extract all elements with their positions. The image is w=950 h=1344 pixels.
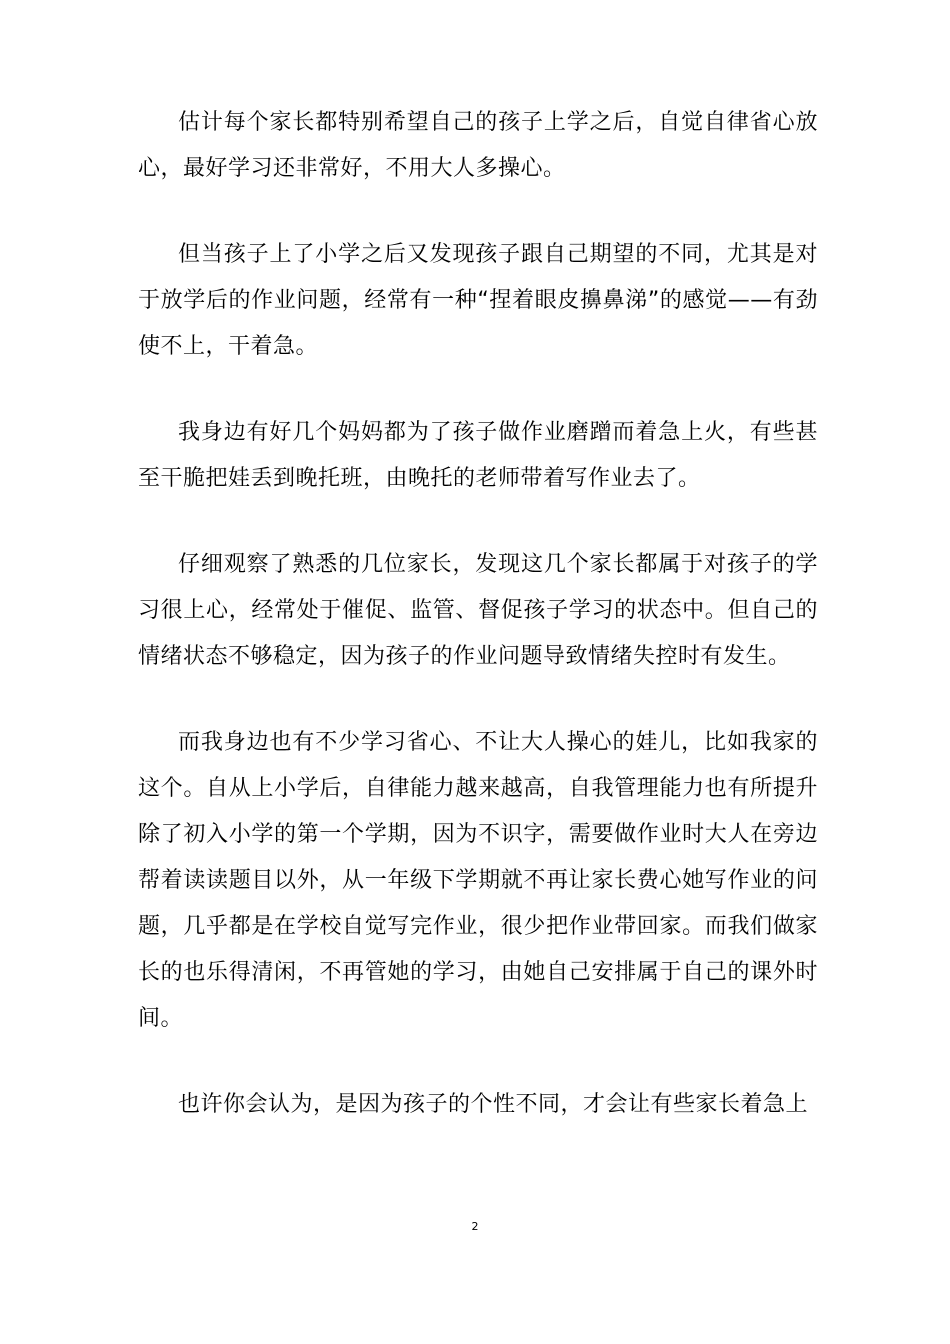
page-number: 2 — [471, 1220, 479, 1233]
paragraph: 也许你会认为，是因为孩子的个性不同，才会让有些家长着急上 — [178, 1092, 809, 1117]
paragraph: 但当孩子上了小学之后又发现孩子跟自己期望的不同，尤其是对于放学后的作业问题，经常有一种“捏着眼皮擤鼻涕”的感觉——有劲使不上，干着急。 — [138, 242, 818, 359]
paragraph: 而我身边也有不少学习省心、不让大人操心的娃儿，比如我家的这个。自从上小学后，自律能力越来越高，自我管理能力也有所提升除了初入小学的第一个学期，因为不识字，需要做作业时大人在旁边帮着读读题目以外，从一年级下学期就不再让家长费心她写作业的问题，几乎都是在学校自觉写完作业，很少把作业带回家。而我们做家长的也乐得清闲，不再管她的学习，由她自己安排属于自己的课外时间。 — [138, 730, 818, 1031]
paragraph: 我身边有好几个妈妈都为了孩子做作业磨蹭而着急上火，有些甚至干脆把娃丢到晚托班，由晚托的老师带着写作业去了。 — [138, 420, 818, 491]
document-body — [138, 100, 818, 1128]
paragraph: 估计每个家长都特别希望自己的孩子上学之后，自觉自律省心放心，最好学习还非常好，不用大人多操心。 — [138, 110, 818, 181]
paragraph: 仔细观察了熟悉的几位家长，发现这几个家长都属于对孩子的学习很上心，经常处于催促、监管、督促孩子学习的状态中。但自己的情绪状态不够稳定，因为孩子的作业问题导致情绪失控时有发生。 — [138, 552, 818, 669]
